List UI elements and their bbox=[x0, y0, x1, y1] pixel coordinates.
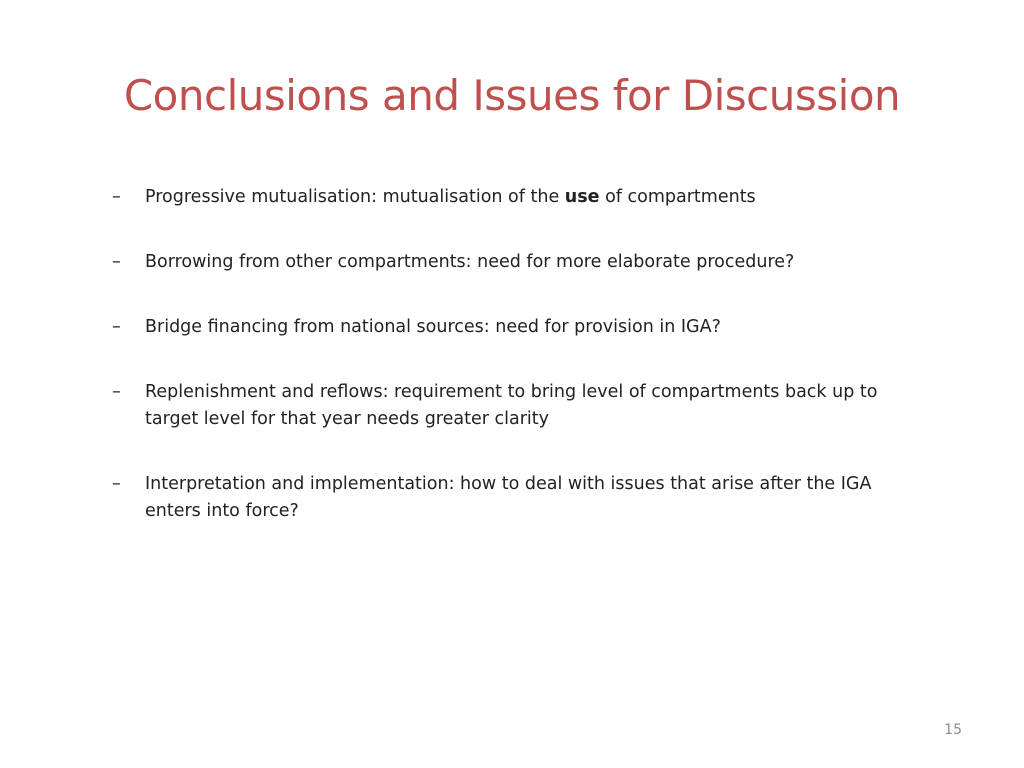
bullet-dash: – bbox=[112, 382, 121, 402]
bullet-text-before: Progressive mutualisation: mutualisation of the bbox=[145, 187, 565, 207]
bullet-dash: – bbox=[112, 317, 121, 337]
bullet-text: Replenishment and reflows: requirement to bring level of compartments back up to target level for that year needs greater clarity bbox=[145, 382, 878, 429]
bullet-text-after: of compartments bbox=[599, 187, 756, 207]
page-number: 15 bbox=[944, 722, 962, 738]
bullet-item bbox=[112, 379, 932, 433]
bullet-text-emphasis: use bbox=[564, 187, 600, 207]
bullet-dash: – bbox=[112, 474, 121, 494]
bullet-item bbox=[112, 314, 932, 341]
bullet-text: Interpretation and implementation: how to deal with issues that arise after the IGA enters into force? bbox=[145, 474, 872, 521]
bullet-text: Bridge financing from national sources: need for provision in IGA? bbox=[145, 317, 721, 337]
slide-title: Conclusions and Issues for Discussion bbox=[123, 71, 901, 120]
bullet-dash: – bbox=[112, 252, 121, 272]
bullet-item bbox=[112, 471, 932, 525]
bullet-list bbox=[112, 184, 932, 563]
bullet-item bbox=[112, 184, 932, 211]
bullet-item bbox=[112, 249, 932, 276]
bullet-text: Borrowing from other compartments: need for more elaborate procedure? bbox=[145, 252, 795, 272]
bullet-dash: – bbox=[112, 187, 121, 207]
